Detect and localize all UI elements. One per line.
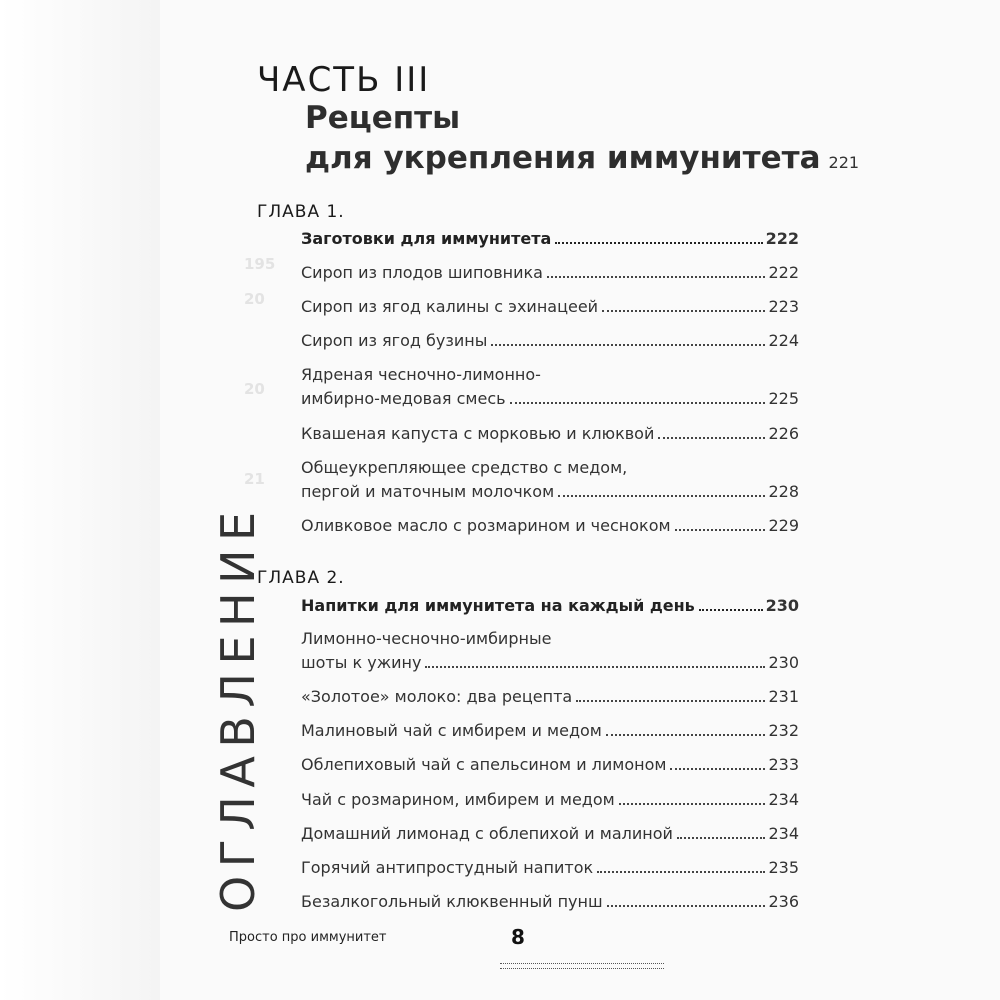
- entry-title-line1: Лимонно-чесночно-имбирные: [301, 629, 552, 648]
- toc-entry[interactable]: [301, 822, 799, 846]
- chapter-1-title[interactable]: [301, 227, 799, 251]
- entry-title: «Золотое» молоко: два рецепта: [301, 687, 573, 706]
- entry-title-line1: Ядреная чесночно-лимонно-: [301, 365, 541, 384]
- dot-leader: [699, 608, 763, 611]
- toc-entry[interactable]: [301, 295, 799, 319]
- toc-entry[interactable]: [301, 685, 799, 709]
- part-title-line2[interactable]: [305, 140, 860, 176]
- page-number: 231: [768, 687, 799, 706]
- entry-title-line1: Общеукрепляющее средство с медом,: [301, 458, 628, 477]
- entry-title-line2: шоты к ужину: [301, 653, 422, 672]
- toc-entry[interactable]: [301, 422, 799, 446]
- dot-leader: [558, 494, 765, 497]
- page-number: 235: [768, 858, 799, 877]
- chapter-title-text: Напитки для иммунитета на каждый день: [301, 596, 695, 615]
- page-number: 230: [768, 653, 799, 672]
- page-number: 232: [768, 721, 799, 740]
- entry-title: Квашеная капуста с морковью и клюквой: [301, 424, 655, 443]
- page-number: 229: [768, 516, 799, 535]
- dot-leader: [602, 309, 765, 312]
- chapter-2-title[interactable]: [301, 594, 799, 618]
- dot-leader: [547, 275, 766, 278]
- dot-leader: [677, 836, 766, 839]
- entry-title: Облепиховый чай с апельсином и лимоном: [301, 755, 667, 774]
- page-number: 234: [768, 790, 799, 809]
- entry-title: Малиновый чай с имбирем и медом: [301, 721, 602, 740]
- toc-entry[interactable]: [301, 719, 799, 743]
- entry-title-line2: пергой и маточным молочком: [301, 482, 555, 501]
- chapter-2-label: ГЛАВА 2.: [257, 568, 345, 588]
- dot-leader: [619, 802, 766, 805]
- page-number: 226: [768, 424, 799, 443]
- dot-leader: [607, 904, 766, 907]
- folio-page-number: 8: [511, 925, 525, 949]
- footer-rule: [500, 963, 664, 964]
- dot-leader: [510, 401, 766, 404]
- entry-title: Сироп из ягод бузины: [301, 331, 488, 350]
- toc-entry[interactable]: [301, 856, 799, 880]
- dot-leader: [597, 870, 765, 873]
- toc-entry[interactable]: [301, 456, 799, 504]
- entry-title: Безалкогольный клюквенный пунш: [301, 892, 603, 911]
- dot-leader: [425, 665, 765, 668]
- toc-entry[interactable]: [301, 514, 799, 538]
- page-number: 224: [768, 331, 799, 350]
- part-title-text: для укрепления иммунитета: [305, 140, 821, 176]
- toc-entry[interactable]: [301, 788, 799, 812]
- entry-title: Оливковое масло с розмарином и чесноком: [301, 516, 671, 535]
- page-gutter: [0, 0, 160, 1000]
- dot-leader: [670, 767, 765, 770]
- part-title-line1: Рецепты: [305, 100, 461, 136]
- dot-leader: [555, 241, 762, 244]
- page-number: 228: [768, 482, 799, 501]
- bleed-through-mark: 20: [244, 380, 265, 398]
- running-footer-book-title: Просто про иммунитет: [229, 930, 387, 945]
- chapter-title-text: Заготовки для иммунитета: [301, 229, 552, 248]
- chapter-1-label: ГЛАВА 1.: [257, 202, 345, 222]
- toc-entry[interactable]: [301, 753, 799, 777]
- page-number: 222: [768, 263, 799, 282]
- entry-title: Чай с розмарином, имбирем и медом: [301, 790, 615, 809]
- entry-title-line2: имбирно-медовая смесь: [301, 389, 506, 408]
- table-of-contents-heading: ОГЛАВЛЕНИЕ: [211, 503, 265, 912]
- entry-title: Сироп из плодов шиповника: [301, 263, 543, 282]
- bleed-through-mark: 195: [244, 255, 276, 273]
- toc-entry[interactable]: [301, 363, 799, 411]
- dot-leader: [491, 343, 765, 346]
- toc-entry[interactable]: [301, 627, 799, 675]
- part-page-number: 221: [828, 153, 860, 172]
- dot-leader: [675, 528, 766, 531]
- page-number: 233: [768, 755, 799, 774]
- entry-title: Домашний лимонад с облепихой и малиной: [301, 824, 673, 843]
- toc-entry[interactable]: [301, 329, 799, 353]
- footer-rule: [500, 968, 664, 969]
- toc-entry[interactable]: [301, 890, 799, 914]
- dot-leader: [606, 733, 766, 736]
- page-number: 236: [768, 892, 799, 911]
- page-number: 223: [768, 297, 799, 316]
- entry-title: Сироп из ягод калины с эхинацеей: [301, 297, 599, 316]
- bleed-through-mark: 21: [244, 470, 265, 488]
- page-number: 222: [765, 229, 799, 248]
- bleed-through-mark: 20: [244, 290, 265, 308]
- dot-leader: [658, 436, 765, 439]
- page-number: 234: [768, 824, 799, 843]
- part-label: ЧАСТЬ III: [257, 60, 431, 100]
- dot-leader: [576, 699, 765, 702]
- toc-entry[interactable]: [301, 261, 799, 285]
- page-number: 230: [765, 596, 799, 615]
- entry-title: Горячий антипростудный напиток: [301, 858, 594, 877]
- page-number: 225: [768, 389, 799, 408]
